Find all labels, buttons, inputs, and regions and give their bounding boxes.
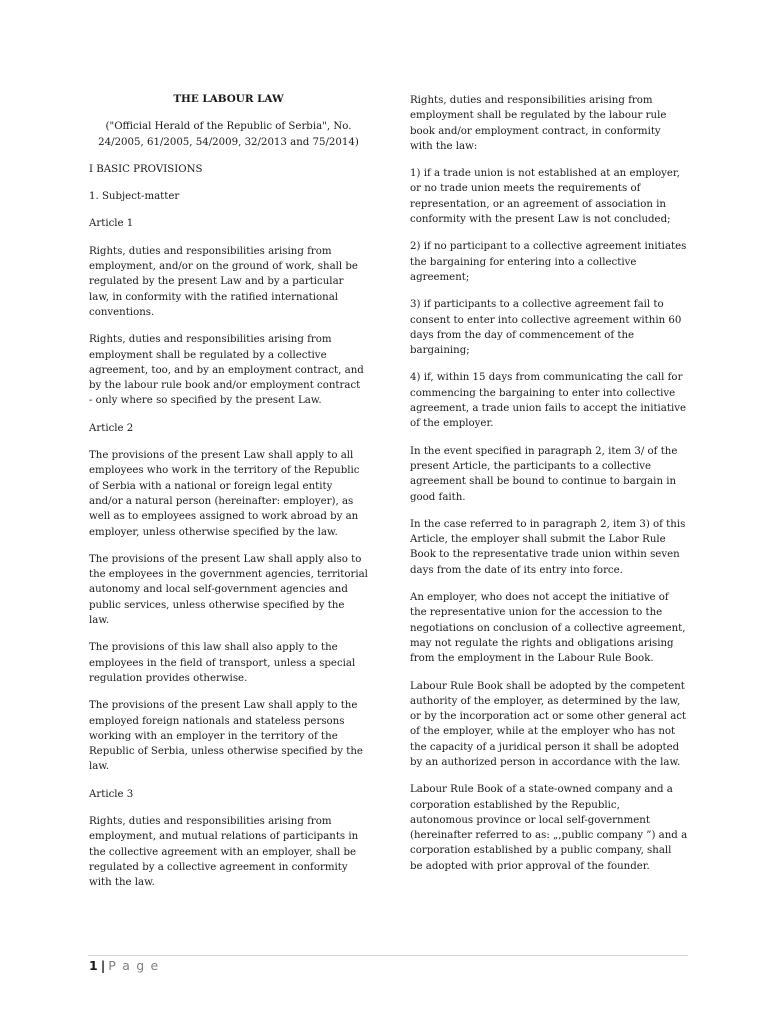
- paragraph: An employer, who does not accept the initiative of the representative union for the accession to the negotiations on conclusion of a collective agreement, may not regulate the rights and obligations arising from the employment in the Labour Rule Book.: [410, 592, 686, 665]
- list-item: 2) if no participant to a collective agreement initiates the bargaining for entering into a collective agreement;: [410, 241, 687, 283]
- paragraph: Rights, duties and responsibilities arising from employment, and/or on the ground of work, shall be regulated by the present Law and by a particular law, in conformity with the ratified international conventions.: [89, 245, 358, 318]
- page-number: 1: [89, 958, 98, 973]
- paragraph: Rights, duties and responsibilities arising from employment, and mutual relations of participants in the collective agreement with an employer, shall be regulated by a collective agreement in conformity with the law.: [89, 815, 359, 889]
- list-item: 3) if participants to a collective agreement fail to consent to enter into collective agreement within 60 days from the day of commencement of the bargaining;: [410, 299, 682, 357]
- paragraph: In the event specified in paragraph 2, item 3/ of the present Article, the participants to a collective agreement shall be bound to continue to bargain in good faith.: [410, 445, 678, 503]
- paragraph: The provisions of the present Law shall apply to all employees who work in the territory of the Republic of Serbia with a national or foreign legal entity and/or a natural person (hereinafter: employer), as well as to employees assigned to work abroad by an employer, unless otherwise specified by the law.: [89, 450, 360, 538]
- list-item: 1) if a trade union is not established at an employer, or no trade union meets the requirements of representation, or an agreement of association in conformity with the present Law is not concluded;: [410, 168, 680, 226]
- footer-separator: |: [100, 958, 106, 973]
- paragraph: The provisions of the present Law shall apply to the employed foreign nationals and stateless persons working with an employer in the territory of the Republic of Serbia, unless otherwise specified by the law.: [89, 700, 363, 773]
- paragraph: In the case referred to in paragraph 2, item 3) of this Article, the employer shall submit the Labor Rule Book to the representative trade union within seven days from the date of its entry into force.: [410, 518, 686, 576]
- paragraph: Rights, duties and responsibilities arising from employment shall be regulated by the labour rule book and/or employment contract, in conformity with the law:: [410, 95, 667, 152]
- document-subtitle: ("Official Herald of the Republic of Serbia", No. 24/2005, 61/2005, 54/2009, 32/2013 and 75/2014): [98, 121, 359, 148]
- paragraph: The provisions of this law shall also apply to the employees in the field of transport, unless a special regulation provides otherwise.: [89, 642, 356, 684]
- paragraph: Labour Rule Book shall be adopted by the competent authority of the employer, as determined by the law, or by the incorporation act or some other general act of the employer, while at the employer who has not the capacity of a juridical person it shall be adopted by an authorized person in accordance with the law.: [410, 680, 687, 768]
- footer-divider: [88, 955, 688, 956]
- article-heading: Article 2: [89, 422, 134, 434]
- right-column: [410, 93, 688, 886]
- paragraph: The provisions of the present Law shall apply also to the employees in the government agencies, territorial autonomy and local self-government agencies and public services, unless otherwise specified by the law.: [89, 553, 368, 627]
- article-heading: Article 1: [89, 218, 134, 230]
- paragraph: Rights, duties and responsibilities arising from employment shall be regulated by a collective agreement, too, and by an employment contract, and by the labour rule book and/or employment contract - only where so specified by the present Law.: [89, 334, 364, 407]
- document-title: THE LABOUR LAW: [173, 93, 284, 105]
- subsection-heading: 1. Subject-matter: [89, 191, 180, 203]
- paragraph: Labour Rule Book of a state-owned company and a corporation established by the Republic, autonomous province or local self-government (hereinafter referred to as: „,public company ”) and a corporation established by a public company, shall be adopted with prior approval of the founder.: [410, 784, 688, 872]
- page-footer: [89, 958, 159, 973]
- section-heading: I BASIC PROVISIONS: [89, 163, 203, 175]
- page-label: P a g e: [108, 958, 160, 973]
- list-item: 4) if, within 15 days from communicating the call for commencing the bargaining to enter into collective agreement, a trade union fails to accept the initiative of the employer.: [410, 372, 687, 430]
- article-heading: Article 3: [89, 788, 134, 800]
- left-column: [89, 92, 368, 902]
